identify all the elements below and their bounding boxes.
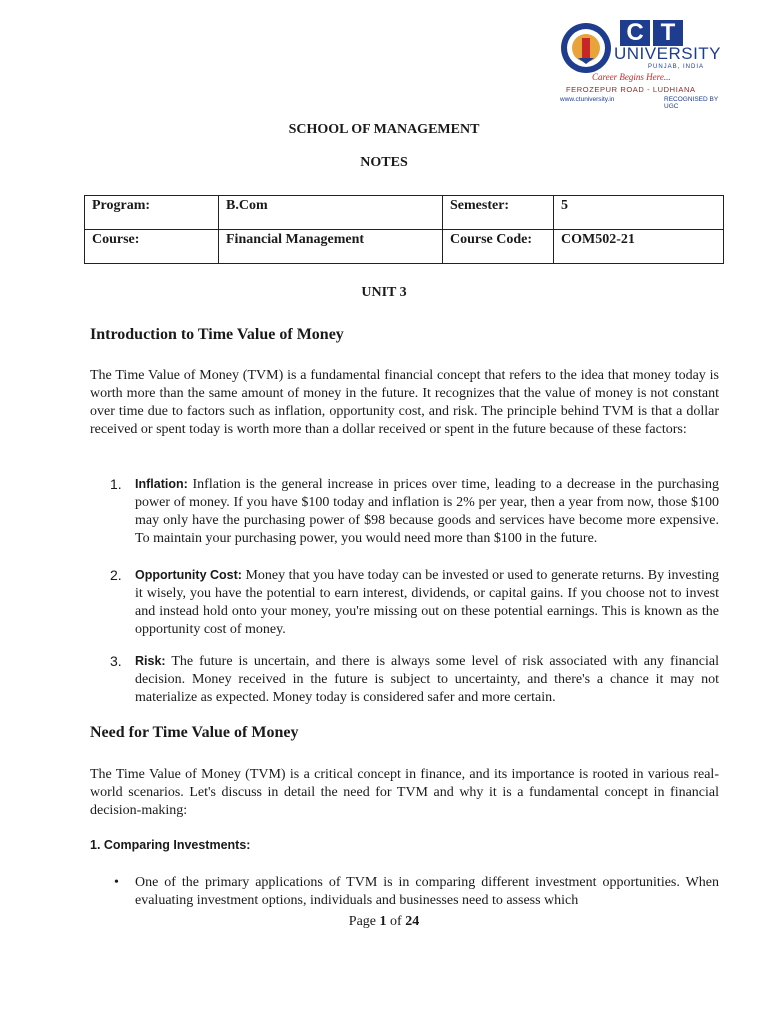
page-number bbox=[0, 914, 768, 930]
page-separator: of bbox=[386, 914, 406, 929]
course-code-label: Course Code: bbox=[443, 230, 554, 264]
course-value: Financial Management bbox=[219, 230, 443, 264]
semester-value: 5 bbox=[554, 196, 724, 230]
logo-tagline: Career Begins Here... bbox=[592, 72, 671, 82]
bullet-text: One of the primary applications of TVM is in comparing different investment opportunities. When evaluating investment options, individuals and businesses need to assess which bbox=[135, 875, 719, 908]
intro-paragraph: The Time Value of Money (TVM) is a fundamental financial concept that refers to the idea that money today is worth more than the same amount of money in the future. It recognizes that the value of money is not constant over time due to factors such as inflation, opportunity cost, and risk. The principle behind TVM is that a dollar received or spent today is worth more than a dollar received or spent in the future because of these factors: bbox=[90, 368, 719, 437]
ct-letter-t: T bbox=[653, 20, 683, 46]
subheading-comparing-investments: 1. Comparing Investments: bbox=[90, 838, 251, 852]
bullet-icon: • bbox=[114, 875, 119, 890]
list-marker: 2. bbox=[110, 567, 122, 583]
ct-letters bbox=[620, 20, 683, 46]
factor-term: Risk: bbox=[135, 654, 166, 668]
program-value: B.Com bbox=[219, 196, 443, 230]
school-title: SCHOOL OF MANAGEMENT bbox=[288, 122, 480, 137]
notes-title: NOTES bbox=[360, 155, 408, 170]
table-row bbox=[85, 230, 724, 264]
list-item bbox=[110, 652, 719, 707]
need-paragraph: The Time Value of Money (TVM) is a critical concept in finance, and its importance is rooted in various real-world scenarios. Let's discuss in detail the need for TVM and why it is a fundamental concept in financial decision-making: bbox=[90, 767, 719, 818]
need-heading: Need for Time Value of Money bbox=[90, 724, 299, 741]
semester-label: Semester: bbox=[443, 196, 554, 230]
list-item bbox=[110, 475, 719, 548]
intro-heading: Introduction to Time Value of Money bbox=[90, 326, 344, 343]
university-seal-icon bbox=[560, 22, 612, 74]
logo-university-name: UNIVERSITY bbox=[614, 44, 722, 63]
course-code-value: COM502-21 bbox=[554, 230, 724, 264]
list-item bbox=[110, 566, 719, 639]
logo-address: FEROZEPUR ROAD - LUDHIANA bbox=[566, 85, 696, 94]
page-total: 24 bbox=[405, 914, 420, 929]
program-label: Program: bbox=[85, 196, 219, 230]
unit-title: UNIT 3 bbox=[361, 285, 407, 300]
ct-letter-c: C bbox=[620, 20, 650, 46]
table-row bbox=[85, 196, 724, 230]
page-current: 1 bbox=[379, 914, 387, 929]
list-item bbox=[110, 874, 719, 910]
factor-text: Money that you have today can be invested or used to generate returns. By investing it wisely, you have the potential to earn interest, dividends, or capital gains. If you choose not to invest and instead hold onto your money, you're missing out on these potential earnings. This is known as the opportunity cost of money. bbox=[135, 568, 719, 637]
factor-term: Inflation: bbox=[135, 477, 188, 491]
logo-state: PUNJAB, INDIA bbox=[648, 64, 705, 70]
page-word: Page bbox=[348, 914, 380, 929]
list-marker: 3. bbox=[110, 653, 122, 669]
university-logo bbox=[556, 14, 726, 110]
logo-recognition: RECOGNISED BY UGC bbox=[664, 96, 719, 110]
list-marker: 1. bbox=[110, 476, 122, 492]
factor-text: Inflation is the general increase in prices over time, leading to a decrease in the purchasing power of money. If you have $100 today and inflation is 2% per year, then a year from now, those $100 may only have the purchasing power of $98 because goods and services have become more expensive. To maintain your purchasing power, you would need more than $100 in the future. bbox=[135, 477, 719, 546]
logo-website: www.ctuniversity.in bbox=[560, 96, 615, 103]
course-label: Course: bbox=[85, 230, 219, 264]
factor-term: Opportunity Cost: bbox=[135, 568, 242, 582]
factor-text: The future is uncertain, and there is always some level of risk associated with any financial decision. Money received in the future is subject to uncertainty, and there's a chance it may not materialize as expected. Money today is considered safer and more certain. bbox=[135, 654, 719, 705]
course-info-table bbox=[84, 195, 724, 264]
